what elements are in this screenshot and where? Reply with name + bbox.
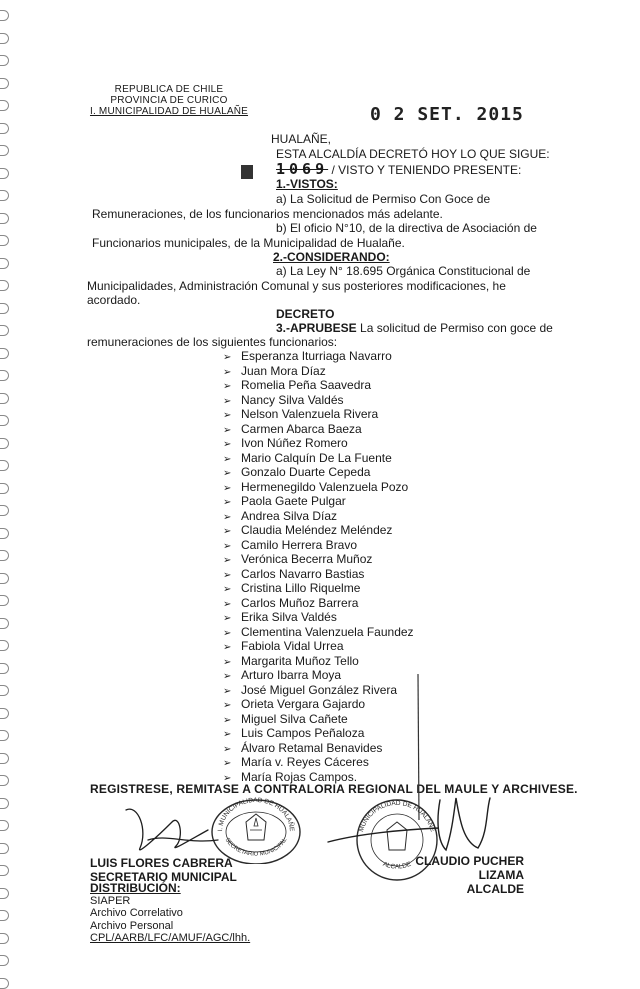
distribution-heading: DISTRIBUCIÓN: bbox=[90, 881, 181, 895]
employee-name: Verónica Becerra Muñoz bbox=[241, 552, 373, 566]
arrow-bullet-icon: ➢ bbox=[223, 627, 232, 639]
employee-name: Nelson Valenzuela Rivera bbox=[241, 407, 379, 421]
considerando-heading: 2.-CONSIDERANDO: bbox=[273, 250, 390, 264]
binding-ring bbox=[0, 348, 9, 359]
secretary-name: LUIS FLORES CABRERA bbox=[90, 856, 233, 870]
arrow-bullet-icon: ➢ bbox=[223, 526, 232, 537]
employee-item bbox=[223, 683, 414, 698]
decreto-item-line bbox=[276, 321, 553, 335]
binding-ring bbox=[0, 190, 9, 201]
arrow-bullet-icon: ➢ bbox=[223, 366, 232, 378]
employee-name: Nancy Silva Valdés bbox=[241, 392, 344, 407]
arrow-bullet-icon: ➢ bbox=[223, 555, 232, 566]
binding-ring bbox=[0, 820, 9, 831]
binding-ring bbox=[0, 573, 9, 584]
binding-ring bbox=[0, 55, 9, 66]
considerando-a-first: a) La Ley N° 18.695 Orgánica Constitucional de bbox=[276, 264, 531, 278]
binding-ring bbox=[0, 438, 9, 449]
considerando-a-third: acordado. bbox=[87, 293, 141, 307]
employee-name: Arturo Ibarra Moya bbox=[241, 668, 342, 682]
arrow-bullet-icon: ➢ bbox=[223, 613, 232, 624]
employee-name: Ivon Núñez Romero bbox=[241, 436, 348, 450]
employee-name: Mario Calquín De La Fuente bbox=[241, 450, 392, 465]
employee-name: Gonzalo Duarte Cepeda bbox=[241, 465, 371, 479]
employee-item bbox=[223, 494, 414, 509]
employee-name: Luis Campos Peñaloza bbox=[241, 726, 365, 740]
employee-item bbox=[223, 451, 414, 466]
binding-ring bbox=[0, 460, 9, 471]
employee-item bbox=[223, 465, 414, 480]
employee-item bbox=[223, 378, 414, 393]
binding-ring bbox=[0, 865, 9, 876]
binding-ring bbox=[0, 235, 9, 246]
arrow-bullet-icon: ➢ bbox=[223, 685, 232, 697]
binding-ring bbox=[0, 213, 9, 224]
employee-item bbox=[223, 422, 414, 437]
employee-name: Esperanza Iturriaga Navarro bbox=[241, 349, 392, 363]
binding-ring bbox=[0, 100, 9, 111]
arrow-bullet-icon: ➢ bbox=[223, 395, 232, 407]
arrow-bullet-icon: ➢ bbox=[223, 729, 232, 740]
secretary-signature-block bbox=[90, 856, 237, 884]
employee-name: Erika Silva Valdés bbox=[241, 610, 337, 624]
employee-name: José Miguel González Rivera bbox=[241, 682, 398, 697]
date-stamp: 0 2 SET. 2015 bbox=[370, 104, 524, 125]
arrow-bullet-icon: ➢ bbox=[223, 758, 232, 769]
distribution-line: CPL/AARB/LFC/AMUF/AGC/lhh. bbox=[90, 932, 251, 944]
vistos-b-second: Funcionarios municipales, de la Municipalidad de Hualañe. bbox=[92, 236, 405, 250]
binding-ring bbox=[0, 550, 9, 561]
binding-ring bbox=[0, 505, 9, 516]
binding-ring bbox=[0, 978, 9, 989]
secretary-title: SECRETARIO MUNICIPAL bbox=[90, 870, 237, 884]
binding-ring bbox=[0, 595, 9, 606]
employee-name: Carlos Navarro Bastias bbox=[241, 566, 365, 581]
binding-ring bbox=[0, 955, 9, 966]
vistos-a-first: a) La Solicitud de Permiso Con Goce de bbox=[276, 192, 491, 206]
binding-ring bbox=[0, 123, 9, 134]
employee-item bbox=[223, 523, 414, 538]
arrow-bullet-icon: ➢ bbox=[223, 656, 232, 668]
secretary-seal-bottom: SECRETARIO MUNICIPAL bbox=[223, 837, 289, 858]
binding-ring bbox=[0, 843, 9, 854]
binding-ring bbox=[0, 640, 9, 651]
mayor-seal-text: MUNICIPALIDAD DE HUALAÑE bbox=[358, 799, 436, 833]
mayor-title: ALCALDE bbox=[466, 882, 524, 896]
vistos-a-second: Remuneraciones, de los funcionarios mencionados más adelante. bbox=[92, 207, 443, 221]
decreto-item-text: La solicitud de Permiso con goce de bbox=[356, 321, 553, 335]
employee-item bbox=[223, 596, 414, 611]
employee-name: María Rojas Campos. bbox=[241, 769, 358, 784]
binding-ring bbox=[0, 145, 9, 156]
letterhead-province: PROVINCIA DE CURICO bbox=[110, 95, 228, 106]
binding-ring bbox=[0, 393, 9, 404]
binding-ring bbox=[0, 483, 9, 494]
mayor-signature-block bbox=[378, 854, 524, 896]
binding-ring bbox=[0, 618, 9, 629]
employee-name: Carlos Muñoz Barrera bbox=[241, 595, 359, 610]
letterhead bbox=[84, 84, 254, 117]
arrow-bullet-icon: ➢ bbox=[223, 424, 232, 436]
employee-item bbox=[223, 407, 414, 422]
employee-name: Camilo Herrera Bravo bbox=[241, 537, 358, 552]
binding-ring bbox=[0, 798, 9, 809]
employee-name: Andrea Silva Díaz bbox=[241, 508, 338, 523]
distribution-line: Archivo Personal bbox=[90, 919, 174, 932]
binding-ring bbox=[0, 753, 9, 764]
arrow-bullet-icon: ➢ bbox=[223, 352, 232, 363]
binding-ring bbox=[0, 280, 9, 291]
employee-item bbox=[223, 668, 414, 683]
decreto-heading: DECRETO bbox=[276, 307, 335, 321]
employee-name: Carmen Abarca Baeza bbox=[241, 421, 362, 436]
employee-list bbox=[223, 349, 414, 784]
binding-ring bbox=[0, 10, 9, 21]
arrow-bullet-icon: ➢ bbox=[223, 453, 232, 465]
employee-name: Álvaro Retamal Benavides bbox=[241, 740, 383, 755]
employee-name: Cristina Lillo Riquelme bbox=[241, 581, 361, 595]
arrow-bullet-icon: ➢ bbox=[223, 482, 232, 494]
arrow-bullet-icon: ➢ bbox=[223, 743, 232, 755]
arrow-bullet-icon: ➢ bbox=[223, 381, 232, 392]
mayor-name: CLAUDIO PUCHER LIZAMA bbox=[415, 854, 524, 882]
binding-ring bbox=[0, 78, 9, 89]
employee-item bbox=[223, 697, 414, 712]
binding-ring bbox=[0, 370, 9, 381]
letterhead-country: REPUBLICA DE CHILE bbox=[114, 84, 224, 95]
binding-ring bbox=[0, 888, 9, 899]
employee-item bbox=[223, 712, 414, 727]
binding-ring bbox=[0, 325, 9, 336]
binding-ring bbox=[0, 910, 9, 921]
employee-name: María v. Reyes Cáceres bbox=[241, 755, 369, 769]
arrow-bullet-icon: ➢ bbox=[223, 700, 232, 711]
binding-ring bbox=[0, 730, 9, 741]
employee-name: Hermenegildo Valenzuela Pozo bbox=[241, 479, 409, 494]
distribution-line: SIAPER bbox=[90, 894, 131, 907]
employee-item bbox=[223, 610, 414, 625]
binding-ring bbox=[0, 933, 9, 944]
binding-ring bbox=[0, 303, 9, 314]
place-line: HUALAÑE, bbox=[271, 132, 332, 146]
margin-pen-stroke bbox=[412, 672, 426, 822]
decreto-item-label: 3.-APRUBESE bbox=[276, 321, 357, 335]
secretary-seal-text: I. MUNICIPALIDAD DE HUALAÑE bbox=[216, 796, 296, 832]
employee-item bbox=[223, 538, 414, 553]
arrow-bullet-icon: ➢ bbox=[223, 714, 232, 726]
letterhead-municipality: I. MUNICIPALIDAD DE HUALAÑE bbox=[89, 106, 249, 117]
binding-ring bbox=[0, 685, 9, 696]
decreto-item-second: remuneraciones de los siguientes funcionarios: bbox=[87, 335, 338, 349]
employee-name: Romelia Peña Saavedra bbox=[241, 378, 372, 392]
decree-number-line bbox=[276, 160, 521, 178]
spiral-binding bbox=[0, 0, 22, 984]
arrow-bullet-icon: ➢ bbox=[223, 540, 232, 552]
intro-line: ESTA ALCALDÍA DECRETÓ HOY LO QUE SIGUE: bbox=[276, 147, 550, 161]
decree-number: 1069 bbox=[276, 160, 329, 178]
employee-item bbox=[223, 509, 414, 524]
employee-item bbox=[223, 364, 414, 379]
arrow-bullet-icon: ➢ bbox=[223, 569, 232, 581]
binding-ring bbox=[0, 415, 9, 426]
employee-name: Claudia Meléndez Meléndez bbox=[241, 523, 393, 537]
secretary-signature bbox=[118, 800, 228, 862]
employee-item bbox=[223, 741, 414, 756]
employee-item bbox=[223, 755, 414, 770]
employee-item bbox=[223, 654, 414, 669]
employee-name: Paola Gaete Pulgar bbox=[241, 494, 346, 508]
arrow-bullet-icon: ➢ bbox=[223, 671, 232, 682]
employee-item bbox=[223, 349, 414, 364]
employee-name: Orieta Vergara Gajardo bbox=[241, 697, 366, 711]
employee-name: Juan Mora Díaz bbox=[241, 363, 326, 378]
binding-ring bbox=[0, 33, 9, 44]
employee-item bbox=[223, 625, 414, 640]
closing-instruction: REGISTRESE, REMITASE A CONTRALORIA REGIONAL DEL MAULE Y ARCHIVESE. bbox=[90, 782, 578, 796]
binding-ring bbox=[0, 663, 9, 674]
binding-ring bbox=[0, 775, 9, 786]
binding-ring bbox=[0, 258, 9, 269]
employee-item bbox=[223, 480, 414, 495]
employee-item bbox=[223, 726, 414, 741]
employee-item bbox=[223, 552, 414, 567]
vistos-b-first: b) El oficio N°10, de la directiva de Asociación de bbox=[276, 221, 537, 235]
considerando-a-second: Municipalidades, Administración Comunal y sus posteriores modificaciones, he bbox=[87, 279, 506, 293]
arrow-bullet-icon: ➢ bbox=[223, 598, 232, 610]
arrow-bullet-icon: ➢ bbox=[223, 584, 232, 595]
distribution-line: Archivo Correlativo bbox=[90, 907, 183, 919]
employee-item bbox=[223, 581, 414, 596]
binding-ring bbox=[0, 528, 9, 539]
employee-item bbox=[223, 393, 414, 408]
mayor-seal-bottom: ALCALDE bbox=[381, 860, 413, 871]
arrow-bullet-icon: ➢ bbox=[223, 642, 232, 653]
employee-name: Miguel Silva Cañete bbox=[241, 711, 348, 726]
file-mark bbox=[241, 165, 253, 179]
employee-name: Fabiola Vidal Urrea bbox=[241, 639, 344, 653]
vistos-heading: 1.-VISTOS: bbox=[276, 177, 338, 191]
arrow-bullet-icon: ➢ bbox=[223, 497, 232, 508]
arrow-bullet-icon: ➢ bbox=[223, 439, 232, 450]
binding-ring bbox=[0, 708, 9, 719]
arrow-bullet-icon: ➢ bbox=[223, 410, 232, 421]
arrow-bullet-icon: ➢ bbox=[223, 772, 232, 784]
arrow-bullet-icon: ➢ bbox=[223, 468, 232, 479]
visto-line: / VISTO Y TENIENDO PRESENTE: bbox=[331, 163, 522, 177]
employee-name: Margarita Muñoz Tello bbox=[241, 653, 359, 668]
employee-item bbox=[223, 567, 414, 582]
employee-name: Clementina Valenzuela Faundez bbox=[241, 624, 414, 639]
binding-ring bbox=[0, 168, 9, 179]
employee-item bbox=[223, 436, 414, 451]
employee-item bbox=[223, 639, 414, 654]
distribution-block bbox=[90, 882, 250, 945]
arrow-bullet-icon: ➢ bbox=[223, 511, 232, 523]
